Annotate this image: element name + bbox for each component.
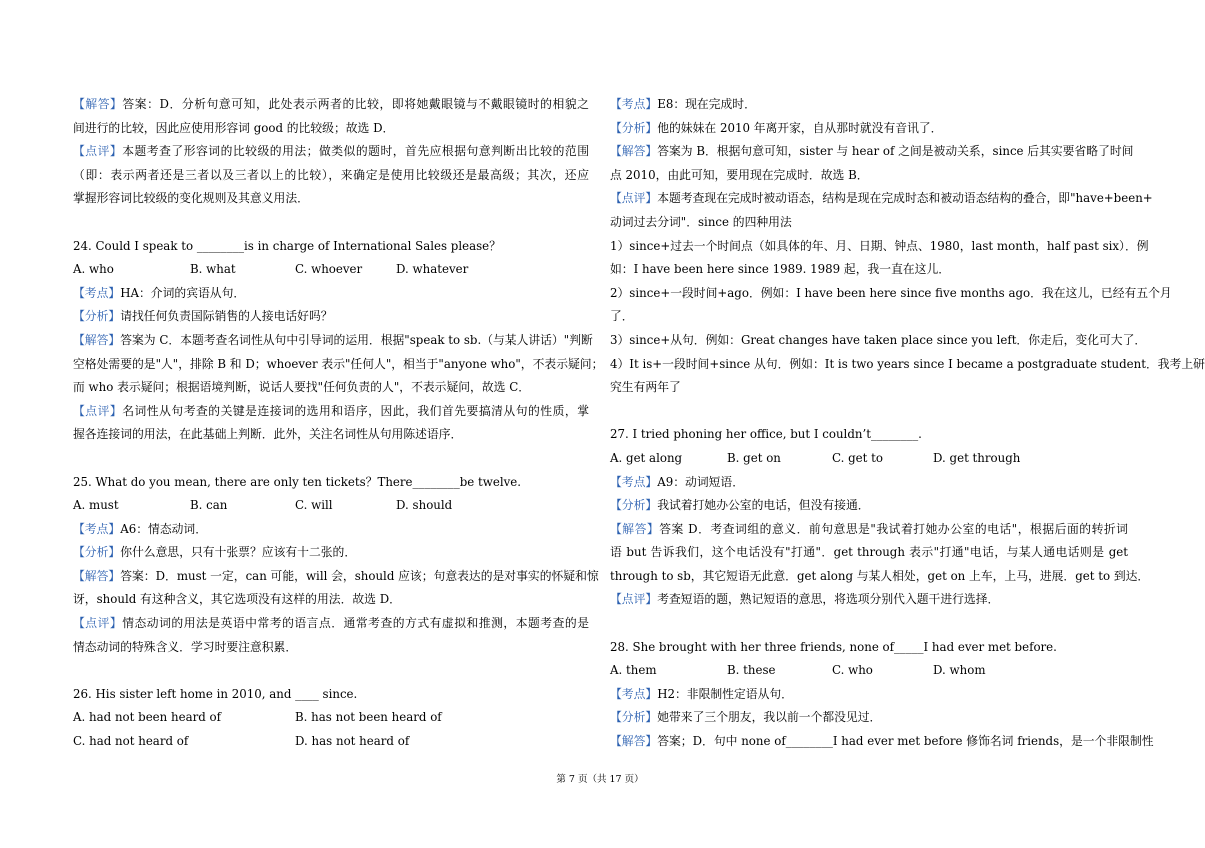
line-text: 间进行的比较，因此应使用形容词 good 的比较级；故选 D．: [73, 120, 395, 135]
text-line: [73, 612, 589, 636]
answer-option: D. whatever: [396, 262, 469, 277]
text-line: [610, 588, 1128, 612]
text-line: [73, 423, 589, 447]
section-tag: 【考点】: [610, 97, 658, 111]
blank-line: [610, 400, 1128, 424]
text-line: [73, 164, 589, 188]
line-text: 3）since+从句．例如：Great changes have taken place since you left．你走后，变化可大了．: [610, 332, 1147, 347]
line-text: 考查短语的题，熟记短语的意思，将选项分别代入题干进行选择．: [657, 592, 1000, 607]
text-line: [610, 164, 1128, 188]
section-tag: 【分析】: [610, 498, 658, 513]
line-text: through to sb，其它短语无此意．get along 与某人相处，get on 上车，上马，进展．get to 到达．: [610, 568, 1150, 583]
line-text: 讶，should 有这种含义，其它选项没有这样的用法．故选 D．: [73, 592, 401, 607]
section-tag: 【分析】: [610, 120, 658, 135]
section-tag: 【点评】: [610, 592, 658, 607]
text-line: [610, 471, 1128, 495]
section-tag: 【考点】: [610, 686, 658, 701]
answer-options: [610, 447, 1128, 471]
answer-options: [73, 730, 589, 754]
text-line: [610, 329, 1147, 353]
text-line: [73, 376, 589, 400]
text-line: [73, 235, 589, 259]
answer-option: B. can: [190, 498, 228, 513]
text-line: [610, 353, 1205, 377]
text-line: [73, 117, 589, 141]
answer-option: C. get to: [832, 450, 883, 465]
section-tag: 【分析】: [610, 710, 658, 725]
answer-option: C. whoever: [295, 262, 363, 277]
section-tag: 【解答】: [73, 568, 121, 583]
answer-options: [610, 659, 1128, 683]
section-tag: 【解答】: [610, 144, 658, 159]
blank-line: [610, 612, 1128, 636]
line-text: 答案：D．must 一定，can 可能，will 会，should 应该；句意表达的是对事实的怀疑和惊: [120, 568, 599, 583]
line-text: 28. She brought with her three friends, none of_____I had ever met before.: [610, 639, 1057, 654]
text-line: [73, 329, 593, 353]
line-text: 究生有两年了: [610, 380, 681, 395]
text-line: [610, 258, 1128, 282]
line-text: 语 but 告诉我们，这个电话没有"打通"．get through 表示"打通"电话，与某人通电话则是 get: [610, 545, 1128, 560]
line-text: 你什么意思，只有十张票？应该有十二张的．: [120, 545, 357, 560]
section-tag: 【解答】: [73, 332, 121, 347]
text-line: [610, 541, 1128, 565]
answer-option: B. get on: [727, 450, 781, 465]
answer-option: C. who: [832, 663, 873, 678]
text-line: [610, 117, 1128, 141]
section-tag: 【解答】: [610, 521, 660, 536]
line-text: 本题考查现在完成时被动语态，结构是现在完成时态和被动语态结构的叠合，即"have+been+: [657, 191, 1153, 206]
line-text: 空格处需要的是"人"，排除 B 和 D；whoever 表示"任何人"，相当于"anyone who"，不表示疑问；: [73, 356, 604, 371]
line-text: 26. His sister left home in 2010, and ____ since.: [73, 686, 358, 701]
answer-option: B. these: [727, 663, 776, 678]
page-footer: 第 7 页（共 17 页）: [556, 774, 644, 785]
line-text: H2：非限制性定语从句．: [657, 686, 793, 701]
answer-option: A. must: [73, 498, 119, 513]
line-text: 答案为 B．根据句意可知，sister 与 hear of 之间是被动关系，since 后其实要省略了时间: [657, 144, 1134, 159]
text-line: [73, 400, 589, 424]
section-tag: 【点评】: [73, 616, 123, 631]
line-text: 1）since+过去一个时间点（如具体的年、月、日期、钟点、1980，last month，half past six）．例: [610, 238, 1149, 253]
line-text: 我试着打她办公室的电话，但没有接通．: [657, 498, 870, 513]
line-text: 他的妹妹在 2010 年离开家，自从那时就没有音讯了．: [657, 120, 943, 135]
section-tag: 【点评】: [73, 403, 123, 418]
answer-options: [73, 258, 589, 282]
section-tag: 【解答】: [610, 734, 658, 749]
line-text: 而 who 表示疑问；根据语境判断，说话人要找"任何负责的人"，不表示疑问，故选 C．: [73, 380, 531, 395]
line-text: A9：动词短语．: [657, 474, 745, 489]
line-text: 了．: [610, 309, 634, 324]
line-text: 掌握形容词比较级的变化规则及其意义用法．: [73, 191, 309, 206]
text-line: [610, 235, 1149, 259]
left-column: [73, 93, 604, 754]
text-line: [73, 282, 589, 306]
line-text: 请找任何负责国际销售的人接电话好吗？: [120, 309, 333, 324]
text-line: [610, 93, 1128, 117]
text-line: [610, 211, 1128, 235]
text-line: [73, 683, 589, 707]
text-line: [610, 494, 1128, 518]
right-column: [610, 93, 1205, 754]
line-text: 她带来了三个朋友，我以前一个都没见过．: [657, 710, 882, 725]
line-text: 答案：D．分析句意可知，此处表示两者的比较，即将她戴眼镜与不戴眼镜时的相貌之: [122, 97, 589, 111]
section-tag: 【解答】: [73, 97, 123, 111]
text-line: [610, 565, 1150, 589]
text-line: [73, 93, 589, 117]
line-text: 答案为 C．本题考查名词性从句中引导词的运用．根据"speak to sb.（与某人讲话）"判断: [120, 332, 593, 347]
section-tag: 【考点】: [73, 285, 121, 300]
line-text: 握各连接词的用法，在此基础上判断．此外，关注名词性从句用陈述语序．: [73, 427, 463, 442]
line-text: 本题考查了形容词的比较级的用法；做类似的题时，首先应根据句意判断出比较的范围: [122, 144, 589, 159]
line-text: 27. I tried phoning her office, but I couldn’t________.: [610, 427, 922, 442]
text-line: [610, 187, 1153, 211]
text-line: [73, 518, 589, 542]
text-line: [73, 588, 589, 612]
answer-option: D. should: [396, 498, 453, 513]
answer-option: A. who: [73, 262, 114, 277]
answer-option: D. has not heard of: [295, 734, 410, 749]
answer-option: D. whom: [933, 663, 986, 678]
blank-line: [73, 447, 589, 471]
blank-line: [73, 211, 589, 235]
text-line: [73, 187, 589, 211]
text-line: [610, 376, 1128, 400]
answer-option: C. had not heard of: [73, 734, 189, 749]
answer-option: B. has not been heard of: [295, 710, 442, 725]
section-tag: 【点评】: [610, 191, 658, 206]
text-line: [73, 471, 589, 495]
line-text: 2）since+一段时间+ago．例如：I have been here since five months ago．我在这儿，已经有五个月: [610, 285, 1172, 300]
answer-option: C. will: [295, 498, 333, 513]
text-line: [73, 353, 604, 377]
answer-option: A. them: [610, 663, 657, 678]
text-line: [610, 140, 1134, 164]
line-text: 25. What do you mean, there are only ten tickets？There________be twelve.: [73, 474, 521, 489]
section-tag: 【分析】: [73, 545, 121, 560]
blank-line: [73, 659, 589, 683]
section-tag: 【考点】: [610, 474, 658, 489]
answer-options: [73, 494, 589, 518]
section-tag: 【分析】: [73, 309, 121, 324]
line-text: HA：介词的宾语从句．: [120, 285, 246, 300]
text-line: [610, 706, 1128, 730]
line-text: 24. Could I speak to ________is in charge of International Sales please？: [73, 238, 501, 253]
text-line: [73, 541, 589, 565]
line-text: （即：表示两者还是三者以及三者以上的比较），来确定是使用比较级还是最高级；其次，还应: [73, 167, 589, 182]
text-line: [610, 282, 1172, 306]
answer-option: B. what: [190, 262, 236, 277]
line-text: 点 2010，由此可知，要用现在完成时．故选 B．: [610, 167, 869, 182]
text-line: [73, 305, 589, 329]
line-text: 4）It is+一段时间+since 从句．例如：It is two years since I became a postgraduate student．我考上研: [610, 356, 1205, 371]
text-line: [73, 140, 589, 164]
answer-option: A. get along: [610, 450, 683, 465]
text-line: [610, 636, 1128, 660]
answer-option: D. get through: [933, 450, 1021, 465]
section-tag: 【考点】: [73, 521, 121, 536]
line-text: 答案；D．句中 none of________I had ever met before 修饰名词 friends，是一个非限制性: [657, 734, 1154, 749]
line-text: 答案 D．考查词组的意义．前句意思是"我试着打她办公室的电话"，根据后面的转折词: [659, 521, 1128, 536]
line-text: E8：现在完成时．: [657, 97, 756, 111]
text-line: [73, 565, 599, 589]
line-text: A6：情态动词．: [120, 521, 208, 536]
line-text: 如：I have been here since 1989. 1989 起，我一直在这儿．: [610, 262, 951, 277]
answer-option: A. had not been heard of: [73, 710, 222, 725]
text-line: [610, 683, 1128, 707]
text-line: [610, 305, 1128, 329]
line-text: 情态动词的特殊含义．学习时要注意积累．: [73, 639, 298, 654]
section-tag: 【点评】: [73, 144, 123, 159]
line-text: 情态动词的用法是英语中常考的语言点．通常考查的方式有虚拟和推测，本题考查的是: [122, 616, 589, 631]
text-line: [610, 518, 1128, 542]
line-text: 名词性从句考查的关键是连接词的选用和语序，因此，我们首先要搞清从句的性质，掌: [122, 403, 589, 418]
line-text: 动词过去分词"．since 的四种用法: [610, 214, 792, 229]
text-line: [610, 423, 1128, 447]
answer-options: [73, 706, 589, 730]
text-line: [73, 636, 589, 660]
text-line: [610, 730, 1154, 754]
